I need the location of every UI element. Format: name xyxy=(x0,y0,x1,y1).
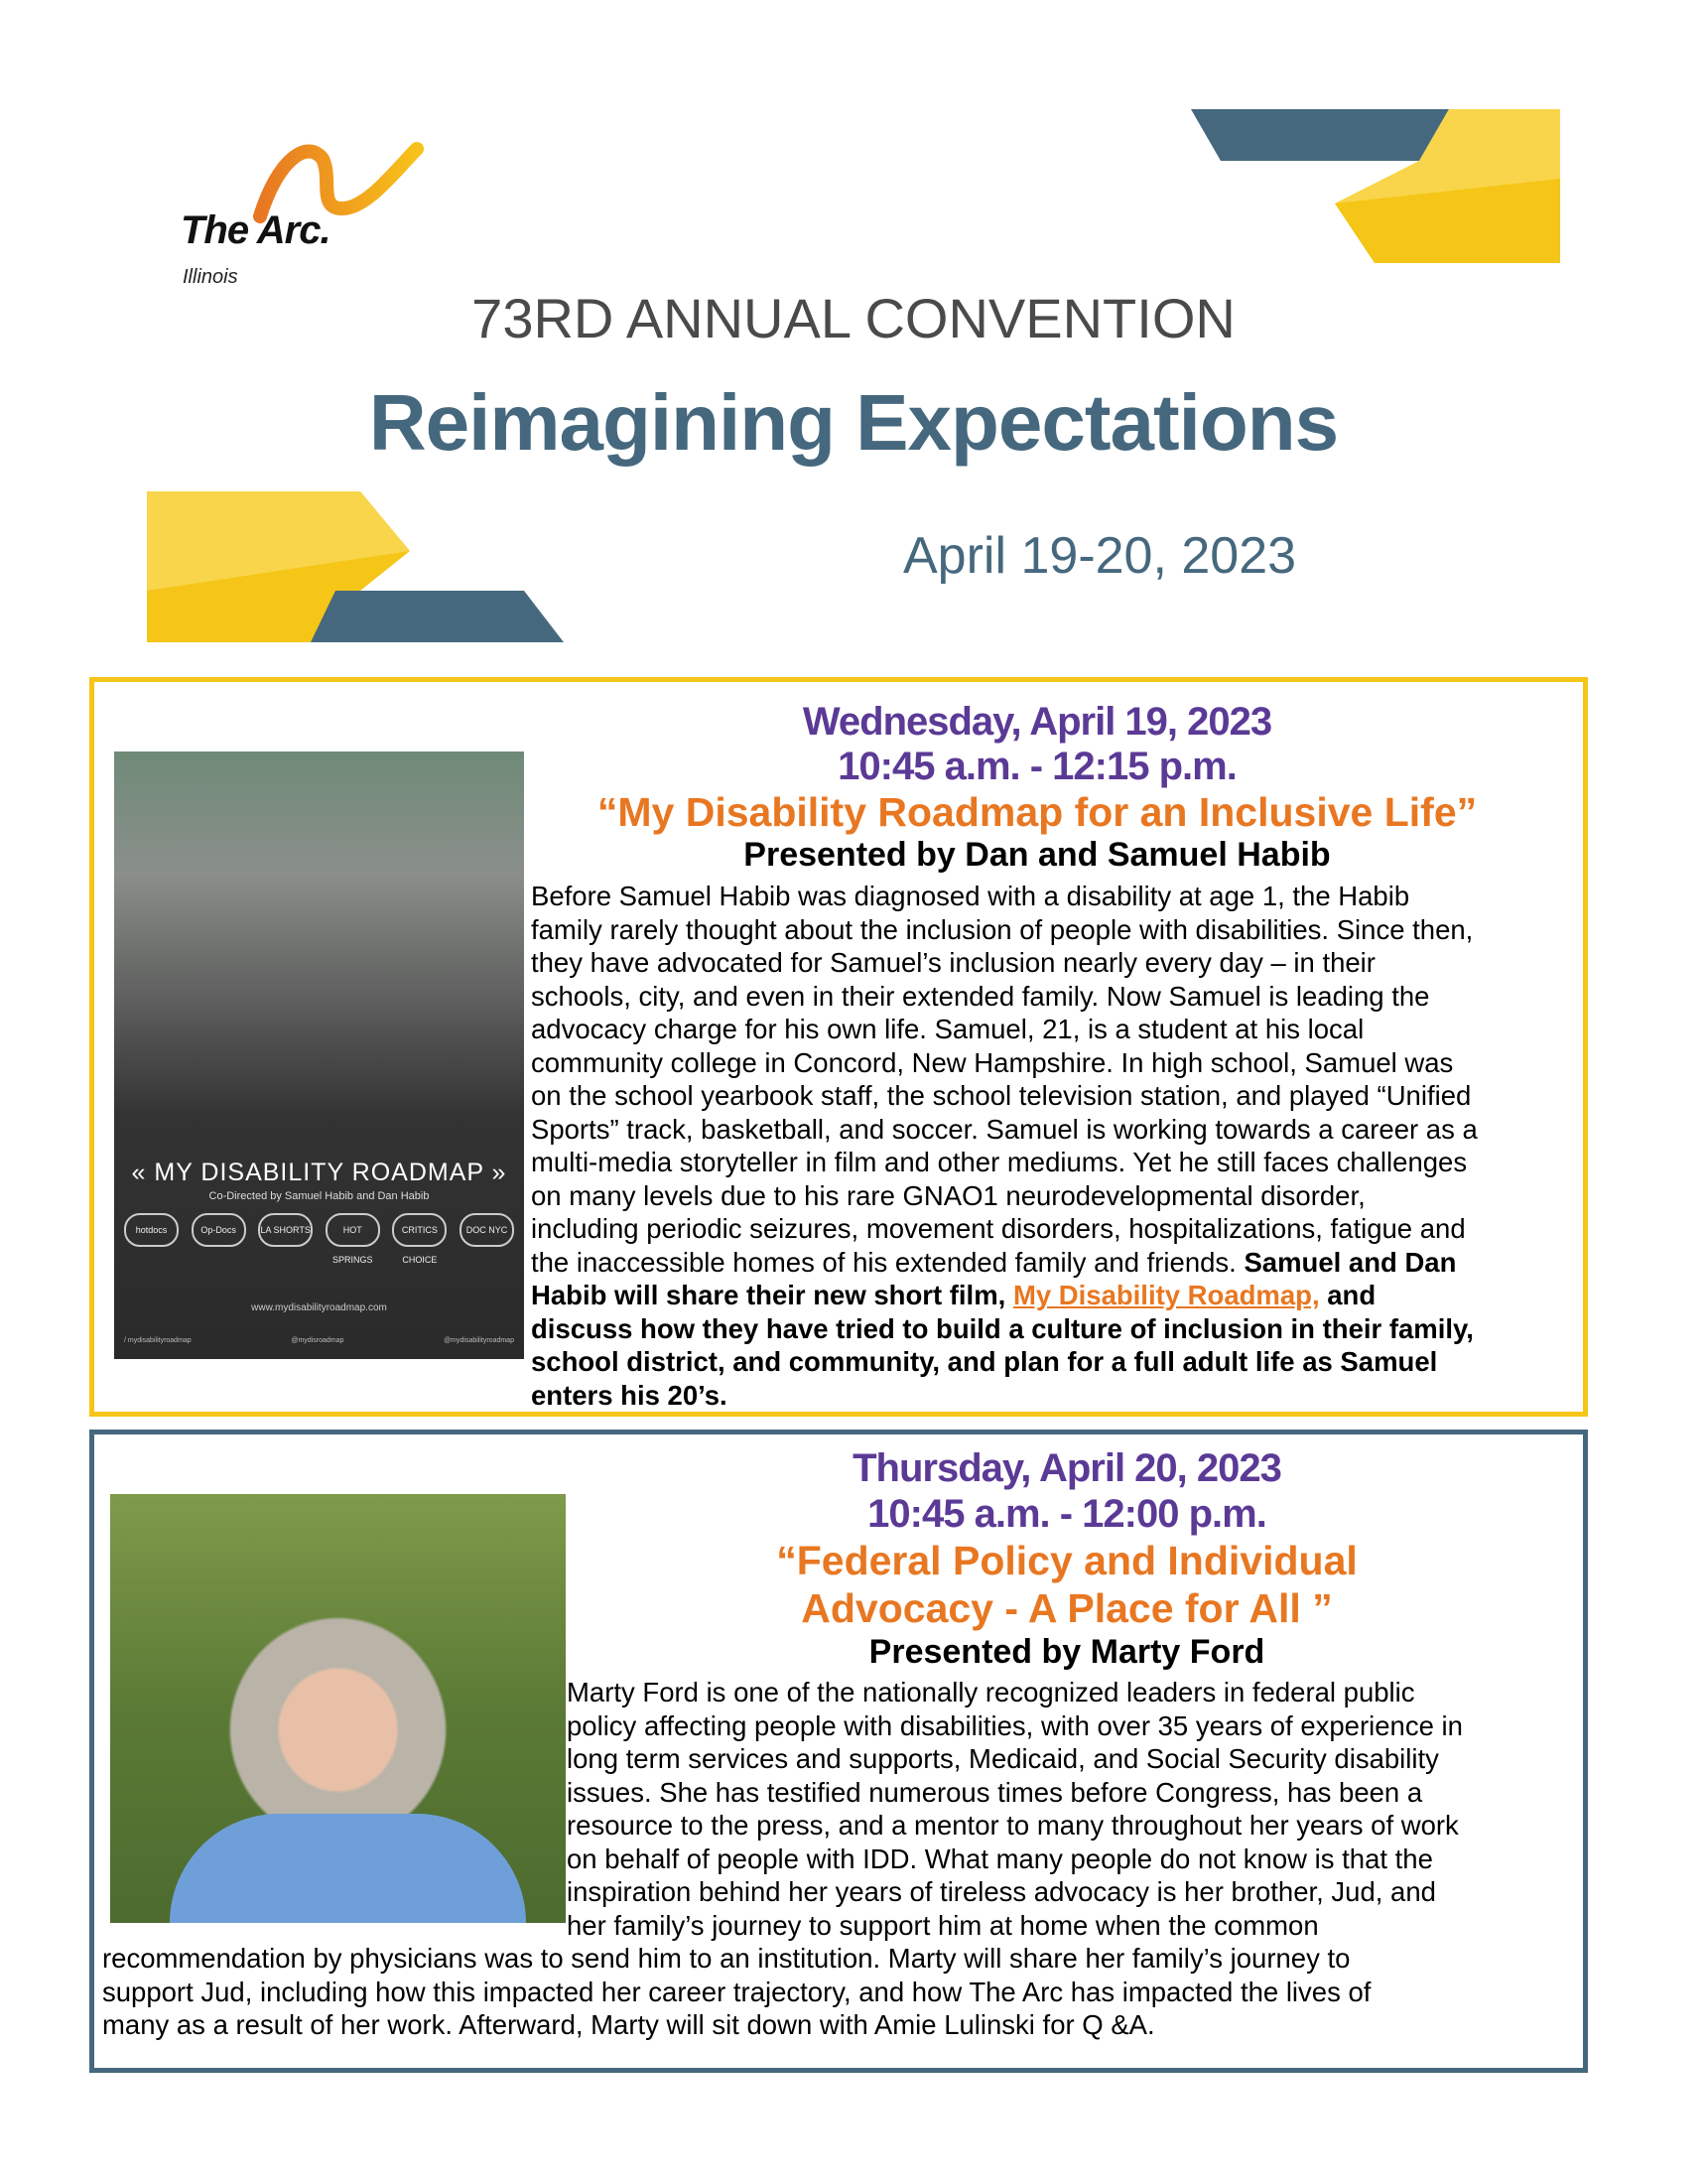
session-2-description xyxy=(567,1676,1463,1942)
text-segment: multi-media storyteller in film and other mediums. Yet he still faces challenges xyxy=(531,1147,1468,1177)
description-line: support Jud, including how this impacted her career trajectory, and how The Arc has impacted the lives of xyxy=(102,1976,1372,2007)
session-2-box xyxy=(89,1430,1588,2073)
description-line xyxy=(531,1113,1478,1147)
laurel: HOT SPRINGS xyxy=(326,1213,380,1247)
description-line xyxy=(531,1079,1478,1113)
session-2-presenter: Presented by Marty Ford xyxy=(868,1633,1265,1671)
decor-bottom-left xyxy=(147,491,564,642)
text-segment: school district, and community, and plan for a full adult life as Samuel xyxy=(531,1346,1438,1377)
film-link[interactable]: My Disability Roadmap, xyxy=(1012,1280,1320,1310)
twitter-handle: @mydisroadmap xyxy=(291,1337,344,1344)
description-line xyxy=(531,913,1478,947)
description-line: long term services and supports, Medicaid, and Social Security disability xyxy=(567,1743,1439,1774)
presenter-photo xyxy=(110,1494,566,1923)
text-segment: Before Samuel Habib was diagnosed with a disability at age 1, the Habib xyxy=(531,881,1410,911)
description-line xyxy=(531,1046,1478,1080)
description-line xyxy=(531,1312,1478,1346)
poster-title: « MY DISABILITY ROADMAP » xyxy=(131,1159,507,1186)
description-line xyxy=(531,1179,1478,1213)
text-segment: enters his 20’s. xyxy=(531,1379,727,1411)
laurel: CRITICS CHOICE xyxy=(392,1213,447,1247)
text-segment: schools, city, and even in their extended family. Now Samuel is leading the xyxy=(531,980,1430,1012)
description-line xyxy=(531,1013,1478,1046)
description-line xyxy=(531,1146,1478,1179)
session-1-description xyxy=(531,880,1478,1412)
session-2-title-line-2: Advocacy - A Place for All ” xyxy=(801,1585,1333,1631)
facebook-handle: / mydisabilityroadmap xyxy=(124,1337,192,1344)
session-2-time: 10:45 a.m. - 12:00 p.m. xyxy=(867,1492,1266,1536)
poster-laurels xyxy=(124,1213,514,1265)
description-line: policy affecting people with disabilities, with over 35 years of experience in xyxy=(567,1709,1463,1741)
film-poster-image xyxy=(114,751,524,1359)
instagram-handle: @mydisabilityroadmap xyxy=(444,1337,514,1344)
logo-state: Illinois xyxy=(183,266,238,288)
description-line xyxy=(531,1212,1478,1246)
description-line xyxy=(531,1279,1478,1312)
description-line xyxy=(531,946,1478,980)
text-segment: including periodic seizures, movement disorders, hospitalizations, fatigue and xyxy=(531,1213,1466,1244)
text-segment: Samuel and Dan xyxy=(1244,1246,1457,1278)
description-line: resource to the press, and a mentor to many throughout her years of work xyxy=(567,1810,1459,1841)
description-line xyxy=(531,980,1478,1014)
convention-dates: April 19-20, 2023 xyxy=(903,527,1297,585)
text-segment: Sports” track, basketball, and soccer. Samuel is working towards a career as a xyxy=(531,1113,1478,1145)
laurel: Op-Docs xyxy=(192,1213,246,1247)
text-segment: and xyxy=(1319,1280,1377,1310)
laurel: hotdocs xyxy=(124,1213,179,1247)
text-segment: discuss how they have tried to build a culture of inclusion in their family, xyxy=(531,1312,1474,1344)
description-line xyxy=(531,1246,1478,1280)
description-line: recommendation by physicians was to send him to an institution. Marty will share her family’s journey to xyxy=(102,1943,1351,1974)
laurel: DOC NYC xyxy=(460,1213,514,1247)
description-line xyxy=(531,880,1478,913)
session-1-presenter: Presented by Dan and Samuel Habib xyxy=(743,836,1331,874)
description-line: issues. She has testified numerous times before Congress, has been a xyxy=(567,1776,1423,1808)
session-1-day: Wednesday, April 19, 2023 xyxy=(802,700,1272,744)
poster-url: www.mydisabilityroadmap.com xyxy=(251,1302,387,1313)
text-segment: on the school yearbook staff, the school television station, and played “Unified xyxy=(531,1080,1472,1111)
logo-name: The Arc. xyxy=(181,208,330,252)
description-line: her family’s journey to support him at home when the common xyxy=(567,1909,1319,1941)
text-segment: community college in Concord, New Hampshire. In high school, Samuel was xyxy=(531,1046,1454,1078)
text-segment: they have advocated for Samuel’s inclusion nearly every day – in their xyxy=(531,947,1376,978)
convention-heading: 73RD ANNUAL CONVENTION xyxy=(471,287,1236,349)
text-segment: Habib will share their new short film, xyxy=(531,1280,1013,1310)
decor-top-right xyxy=(1191,109,1560,263)
text-segment: advocacy charge for his own life. Samuel, 21, is a student at his local xyxy=(531,1014,1365,1044)
session-2-description-cont xyxy=(102,1942,1371,2042)
description-line xyxy=(531,1345,1478,1379)
session-2-title-line-1: “Federal Policy and Individual xyxy=(776,1538,1358,1583)
description-line: Marty Ford is one of the nationally recognized leaders in federal public xyxy=(567,1677,1415,1707)
text-segment: on many levels due to his rare GNAO1 neurodevelopmental disorder, xyxy=(531,1179,1366,1211)
session-2-day: Thursday, April 20, 2023 xyxy=(853,1446,1281,1490)
session-1-title: “My Disability Roadmap for an Inclusive Life” xyxy=(596,789,1478,835)
poster-subtitle: Co-Directed by Samuel Habib and Dan Habib xyxy=(208,1190,430,1202)
session-1-time: 10:45 a.m. - 12:15 p.m. xyxy=(838,745,1237,788)
description-line xyxy=(531,1379,1478,1413)
description-line: on behalf of people with IDD. What many people do not know is that the xyxy=(567,1843,1433,1874)
laurel: LA SHORTS xyxy=(258,1213,313,1247)
convention-theme: Reimagining Expectations xyxy=(368,378,1339,467)
poster-social xyxy=(124,1337,514,1344)
description-line: many as a result of her work. Afterward, Marty will sit down with Amie Lulinski for Q &A. xyxy=(102,2009,1155,2040)
description-line: inspiration behind her years of tireless advocacy is her brother, Jud, and xyxy=(567,1876,1436,1907)
text-segment: the inaccessible homes of his extended family and friends. xyxy=(531,1246,1245,1278)
session-1-box xyxy=(89,677,1588,1417)
text-segment: family rarely thought about the inclusion of people with disabilities. Since then, xyxy=(531,913,1474,945)
